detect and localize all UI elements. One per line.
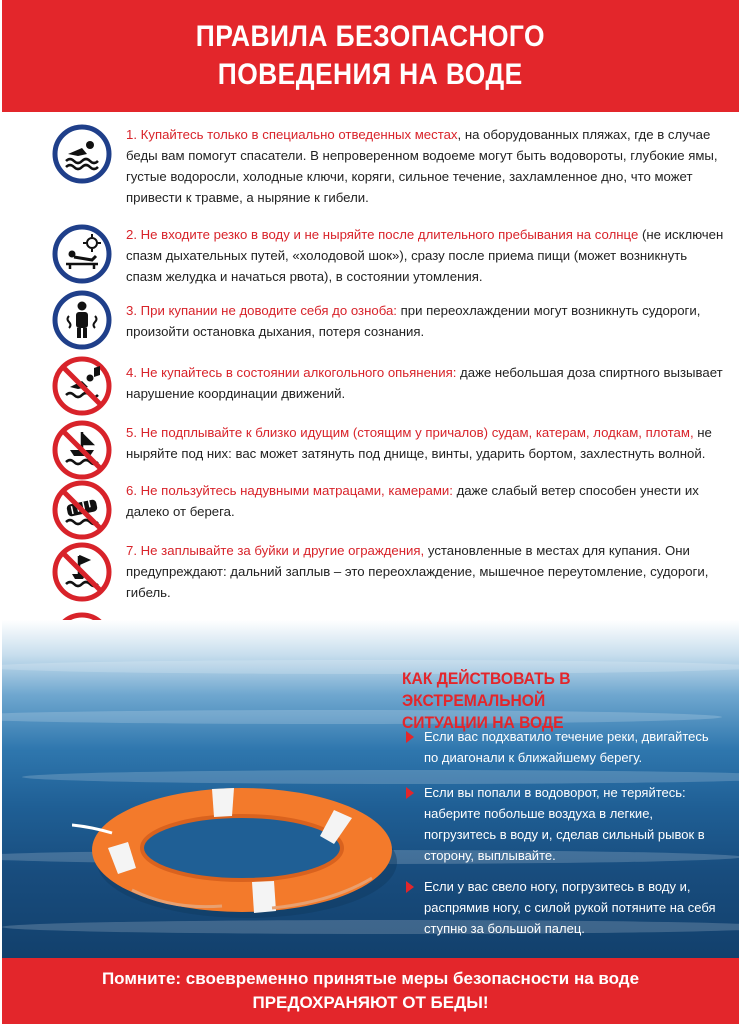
rule-text — [126, 362, 726, 404]
rule-highlight: 6. Не пользуйтесь надувными матрацами, камерами: — [126, 483, 453, 498]
poster-title-line-2: ПОВЕДЕНИЯ НА ВОДЕ — [218, 58, 523, 91]
rule-text — [126, 124, 726, 208]
shivering-person-icon — [52, 290, 112, 350]
sunbather-icon — [52, 224, 112, 284]
emergency-item-text: Если вы попали в водоворот, не теряйтесь: наберите побольше воздуха в легкие, погрузитесь в воду и, сделав сильный рывок в сторону, выплывайте. — [424, 785, 705, 863]
rule-text — [126, 480, 726, 522]
no-buoy-crossing-icon — [52, 542, 112, 602]
rule-highlight: 1. Купайтесь только в специально отведенных местах — [126, 127, 458, 142]
footer-line-2: ПРЕДОХРАНЯЮТ ОТ БЕДЫ! — [252, 993, 489, 1012]
swimmer-icon — [52, 124, 112, 184]
no-boats-icon — [52, 420, 112, 480]
rule-text — [126, 540, 726, 603]
rule-body: даже слабый ветер способен унести их далеко от берега. — [126, 483, 699, 519]
rule-body: (не исключен спазм дыхательных путей, «холодовой шок»), сразу после приема пищи (может возникнуть спазм желудка и начаться рвота), в состоянии утомления. — [126, 227, 724, 284]
footer-banner — [2, 958, 739, 1024]
rule-body: даже небольшая доза спиртного вызывает нарушение координации движений. — [126, 365, 723, 401]
no-inflatable-mattress-icon — [52, 480, 112, 540]
rule-highlight: 7. Не заплывайте за буйки и другие ограждения, — [126, 543, 425, 558]
rule-highlight: 3. При купании не доводите себя до озноба: — [126, 303, 397, 318]
rule-highlight: 2. Не входите резко в воду и не ныряйте после длительного пребывания на солнце — [126, 227, 639, 242]
emergency-item-text: Если у вас свело ногу, погрузитесь в воду и, распрямив ногу, с силой рукой потяните на себя ступню за большой палец. — [424, 879, 716, 936]
rule-body: при переохлаждении могут возникнуть судороги, произойти остановка дыхания, потеря сознания. — [126, 303, 701, 339]
rule-body: не ныряйте под них: вас может затянуть под днище, винты, ударить бортом, захлестнуть волной. — [126, 425, 712, 461]
emergency-title-line-2: СИТУАЦИИ НА ВОДЕ — [402, 713, 564, 732]
rule-highlight: 5. Не подплывайте к близко идущим (стоящим у причалов) судам, катерам, лодкам, плотам, — [126, 425, 694, 440]
lifebuoy-image — [72, 770, 412, 930]
emergency-title-line-1: КАК ДЕЙСТВОВАТЬ В ЭКСТРЕМАЛЬНОЙ — [402, 669, 571, 710]
triangle-bullet-icon — [406, 787, 414, 799]
poster-title-line-1: ПРАВИЛА БЕЗОПАСНОГО — [195, 20, 546, 53]
header-banner — [2, 0, 739, 112]
rule-highlight: 4. Не купайтесь в состоянии алкогольного опьянения: — [126, 365, 457, 380]
triangle-bullet-icon — [406, 731, 414, 743]
emergency-item-text: Если вас подхватило течение реки, двигайтесь по диагонали к ближайшему берегу. — [424, 729, 709, 765]
no-drunk-swimming-icon — [52, 356, 112, 416]
emergency-title — [402, 668, 712, 734]
rule-body: установленные в местах для купания. Они предупреждают: дальний заплыв – это переохлаждение, мышечное переутомление, судороги, гибель. — [126, 543, 709, 600]
rule-text — [126, 224, 726, 287]
footer-line-1: Помните: своевременно принятые меры безопасности на воде — [101, 969, 640, 988]
triangle-bullet-icon — [406, 881, 414, 893]
rule-text — [126, 300, 726, 342]
rule-body: , на оборудованных пляжах, где в случае беды вам помогут спасатели. В непроверенном водоеме могут быть водовороты, глубокие ямы, густые водоросли, холодные ключи, коряги, сильное течение, захламленное дно, что может привести к травме, а ныряние к гибели. — [126, 127, 718, 205]
poster — [2, 0, 739, 1024]
rule-text — [126, 422, 726, 464]
